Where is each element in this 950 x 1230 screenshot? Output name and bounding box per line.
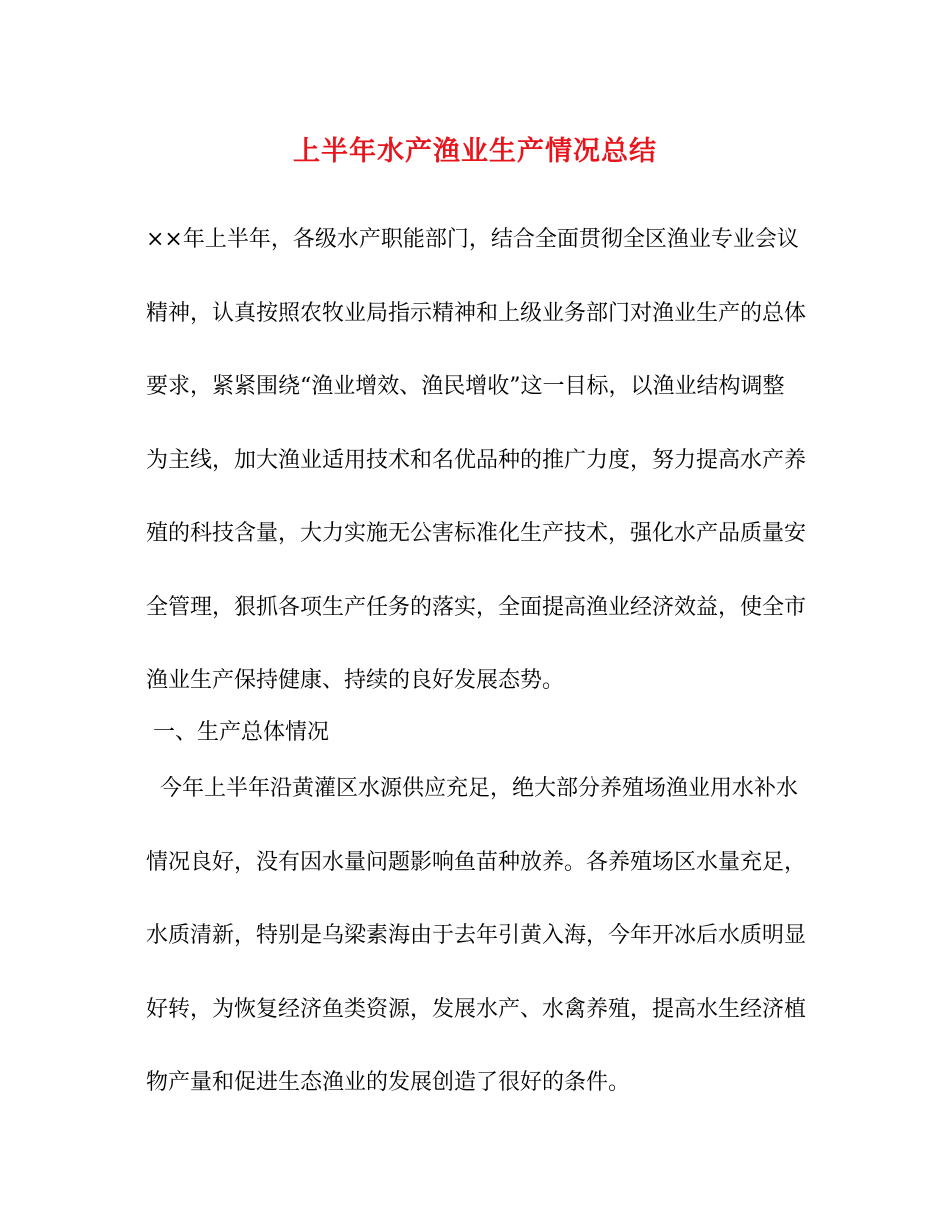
intro-paragraph <box>146 203 811 718</box>
paragraph-line: 为主线，加大渔业适用技术和名优品种的推广力度，努力提高水产养 <box>146 447 807 473</box>
paragraph-line: 殖的科技含量，大力实施无公害标准化生产技术，强化水产品质量安 <box>146 521 807 546</box>
paragraph-line: 全管理，狠抓各项生产任务的落实，全面提高渔业经济效益，使全市 <box>146 594 807 620</box>
section-heading: 一、生产总体情况 <box>146 720 329 745</box>
document-title: 上半年水产渔业生产情况总结 <box>293 136 657 167</box>
paragraph-line: 今年上半年沿黄灌区水源供应充足，绝大部分养殖场渔业用水补水 <box>146 776 798 801</box>
paragraph-line: 精神，认真按照农牧业局指示精神和上级业务部门对渔业生产的总体 <box>146 300 807 326</box>
paragraph-line: 要求，紧紧围绕“渔业增效、渔民增收”这一目标，以渔业结构调整 <box>146 374 785 399</box>
paragraph-line: 情况良好，没有因水量问题影响鱼苗种放养。各养殖场区水量充足， <box>146 849 807 875</box>
paragraph-line: ××年上半年，各级水产职能部门，结合全面贯彻全区渔业专业会议 <box>146 227 799 252</box>
paragraph-line: 渔业生产保持健康、持续的良好发展态势。 <box>146 668 565 693</box>
section-paragraph <box>146 752 811 1120</box>
paragraph-line: 水质清新，特别是乌梁素海由于去年引黄入海，今年开冰后水质明显 <box>146 923 807 948</box>
paragraph-line: 物产量和促进生态渔业的发展创造了很好的条件。 <box>146 1070 631 1095</box>
paragraph-line: 好转，为恢复经济鱼类资源，发展水产、水禽养殖，提高水生经济植 <box>146 996 807 1022</box>
